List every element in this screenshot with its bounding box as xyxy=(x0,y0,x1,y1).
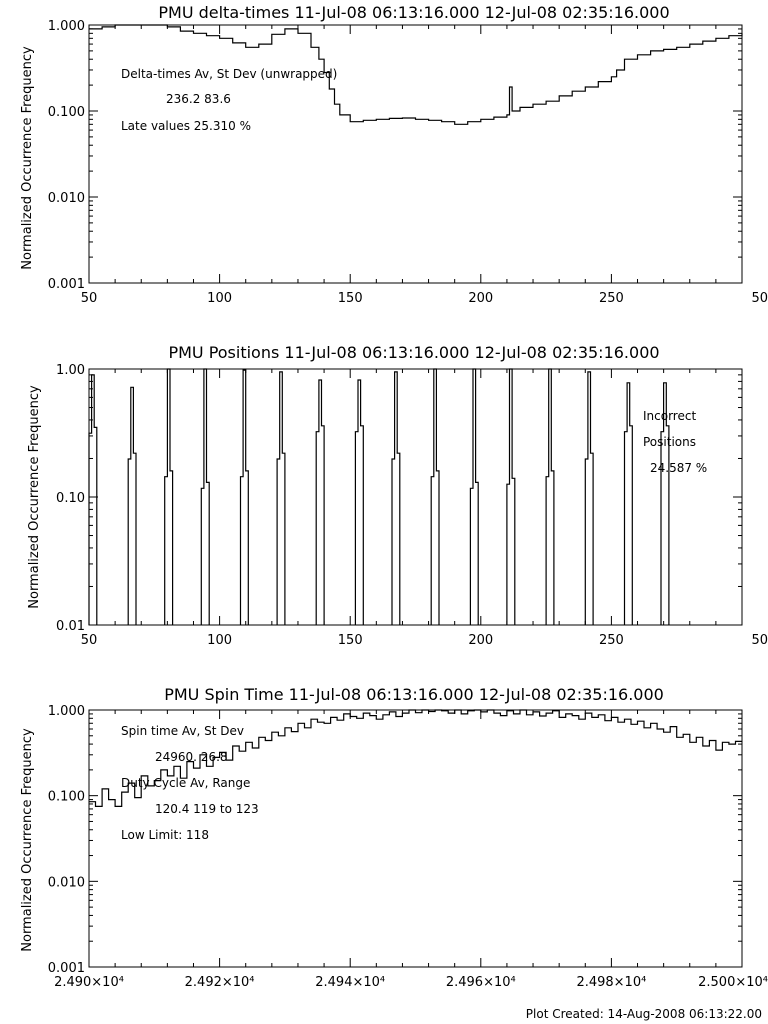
annotation: Low Limit: 118 xyxy=(121,828,209,842)
x-tick-label: 2.492×10⁴ xyxy=(184,975,255,990)
x-tick-label: 50 xyxy=(751,291,768,306)
y-tick-label: 0.10 xyxy=(56,491,85,506)
y-tick-label: 0.001 xyxy=(47,961,85,976)
annotation: Incorrect xyxy=(643,409,697,423)
position-spike xyxy=(241,370,249,625)
y-tick-label: 1.000 xyxy=(47,704,85,719)
position-spike xyxy=(355,380,363,625)
position-spike xyxy=(625,383,633,625)
position-spike xyxy=(277,372,285,625)
x-tick-label: 2.496×10⁴ xyxy=(445,975,516,990)
position-spike xyxy=(316,380,324,625)
y-tick-label: 0.01 xyxy=(56,619,85,634)
annotation: Delta-times Av, St Dev (unwrapped) xyxy=(121,67,338,81)
x-tick-label: 50 xyxy=(751,633,768,648)
y-tick-label: 0.100 xyxy=(47,789,85,805)
x-tick-label: 100 xyxy=(207,633,233,648)
annotation: Positions xyxy=(643,435,696,449)
x-tick-label: 50 xyxy=(80,633,98,648)
axes-layer xyxy=(48,704,768,990)
y-tick-label: 0.100 xyxy=(47,105,85,120)
y-axis-label: Normalized Occurrence Frequency xyxy=(27,385,42,609)
annotation: Late values 25.310 % xyxy=(121,119,251,133)
plot-created-footer: Plot Created: 14-Aug-2008 06:13:22.00 xyxy=(525,1007,762,1021)
position-spike xyxy=(392,372,400,625)
delta-times-chart xyxy=(20,3,768,306)
spin-time-chart xyxy=(20,685,768,990)
position-spike xyxy=(89,375,97,625)
annotation: 120.4 119 to 123 xyxy=(155,802,259,816)
chart-title: PMU Spin Time 11-Jul-08 06:13:16.000 12-Jul-08 02:35:16.000 xyxy=(164,685,664,704)
annotation: Duty Cycle Av, Range xyxy=(121,776,251,790)
y-tick-label: 0.010 xyxy=(47,875,85,891)
x-tick-label: 100 xyxy=(207,291,233,306)
x-tick-label: 250 xyxy=(598,291,624,306)
position-spike xyxy=(546,369,554,625)
x-tick-label: 150 xyxy=(337,633,363,648)
annotation: 24.587 % xyxy=(650,461,708,475)
position-spike xyxy=(128,387,136,625)
axes-layer xyxy=(48,19,768,306)
position-spike xyxy=(585,372,593,625)
positions-chart xyxy=(27,343,768,648)
chart-title: PMU delta-times 11-Jul-08 06:13:16.000 12-Jul-08 02:35:16.000 xyxy=(158,3,670,22)
position-spike xyxy=(165,369,173,625)
x-tick-label: 200 xyxy=(468,291,494,306)
x-tick-label: 2.500×10⁴ xyxy=(698,975,768,990)
x-tick-label: 250 xyxy=(598,633,624,648)
x-tick-label: 50 xyxy=(80,291,98,306)
annotation: 24960. 26.8 xyxy=(155,750,228,764)
plot-frame xyxy=(89,369,742,625)
position-spike xyxy=(201,369,209,625)
x-tick-label: 150 xyxy=(337,291,363,306)
y-tick-label: 0.001 xyxy=(47,277,85,292)
annotation: Spin time Av, St Dev xyxy=(121,724,245,738)
position-spike xyxy=(470,369,478,625)
y-axis-label: Normalized Occurrence Frequency xyxy=(20,46,35,270)
plot-frame xyxy=(89,25,742,283)
position-spike xyxy=(507,369,515,625)
x-tick-label: 200 xyxy=(468,633,494,648)
position-spike xyxy=(431,369,439,625)
y-tick-label: 0.010 xyxy=(47,191,85,206)
x-tick-label: 2.494×10⁴ xyxy=(315,975,386,990)
annotation: 236.2 83.6 xyxy=(166,92,231,106)
x-tick-label: 2.498×10⁴ xyxy=(576,975,647,990)
x-tick-label: 2.490×10⁴ xyxy=(54,975,124,990)
y-tick-label: 1.00 xyxy=(56,363,85,378)
y-tick-label: 1.000 xyxy=(47,19,85,34)
series-layer xyxy=(89,369,669,625)
y-axis-label: Normalized Occurrence Frequency xyxy=(20,728,35,952)
chart-title: PMU Positions 11-Jul-08 06:13:16.000 12-Jul-08 02:35:16.000 xyxy=(168,343,660,362)
